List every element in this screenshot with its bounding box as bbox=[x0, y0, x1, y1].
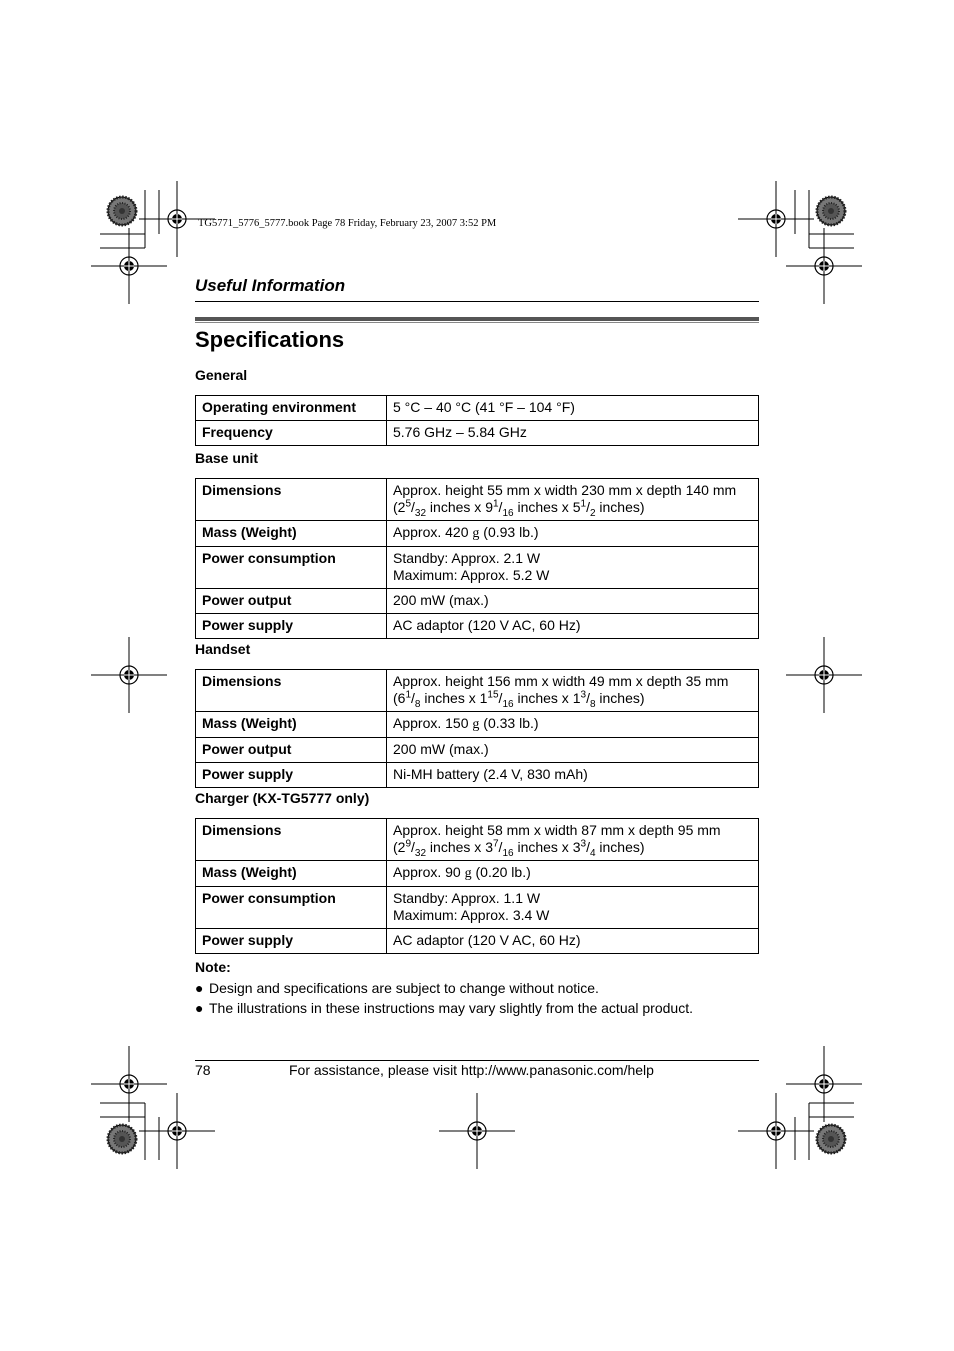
dimensions-imperial bbox=[393, 498, 752, 519]
row-label: Mass (Weight) bbox=[196, 712, 387, 738]
general-heading: General bbox=[195, 367, 248, 383]
row-label: Power consumption bbox=[196, 547, 387, 589]
bullet-icon: ● bbox=[195, 1000, 204, 1016]
table-row bbox=[196, 670, 759, 712]
inches-x: inches x bbox=[513, 839, 573, 855]
dimensions-metric: Approx. height 156 mm x width 49 mm x depth 35 mm bbox=[393, 673, 729, 689]
table-row bbox=[196, 819, 759, 861]
table-row bbox=[196, 521, 759, 547]
standby-power: Standby: Approx. 2.1 W bbox=[393, 550, 541, 566]
title-rule bbox=[195, 317, 759, 321]
note-item bbox=[195, 1000, 693, 1016]
general-table bbox=[195, 395, 759, 446]
footer-help-text: For assistance, please visit http://www.panasonic.com/help bbox=[289, 1062, 654, 1078]
row-label: Power output bbox=[196, 738, 387, 763]
height-den: 16 bbox=[502, 507, 514, 519]
table-row bbox=[196, 589, 759, 614]
note-label: Note: bbox=[195, 959, 231, 975]
height-num: 1 bbox=[492, 498, 499, 510]
row-label: Dimensions bbox=[196, 819, 387, 861]
inches-x: inches x bbox=[426, 499, 486, 515]
table-row bbox=[196, 547, 759, 589]
depth-den: 8 bbox=[589, 698, 596, 710]
header-rule bbox=[195, 301, 759, 302]
row-value bbox=[387, 670, 759, 712]
slash: / bbox=[411, 499, 415, 515]
width-whole: 2 bbox=[397, 499, 406, 515]
footer-rule bbox=[195, 1060, 759, 1061]
table-row bbox=[196, 421, 759, 446]
page-number: 78 bbox=[195, 1062, 211, 1078]
paren-open: ( bbox=[393, 690, 398, 706]
slash: / bbox=[498, 839, 503, 855]
height-den: 16 bbox=[502, 847, 514, 859]
width-num: 1 bbox=[405, 689, 412, 701]
mass-prefix: Approx. 420 bbox=[393, 524, 473, 540]
maximum-power: Maximum: Approx. 3.4 W bbox=[393, 907, 550, 923]
inches-close: inches) bbox=[595, 690, 645, 706]
height-den: 16 bbox=[502, 698, 514, 710]
row-label: Operating environment bbox=[196, 396, 387, 421]
table-row bbox=[196, 929, 759, 954]
row-value bbox=[387, 887, 759, 929]
page-title: Specifications bbox=[195, 327, 345, 352]
depth-num: 3 bbox=[580, 689, 587, 701]
paren-open: ( bbox=[393, 839, 398, 855]
row-label: Frequency bbox=[196, 421, 387, 446]
row-value bbox=[387, 521, 759, 547]
print-info: TG5771_5776_5777.book Page 78 Friday, February 23, 2007 3:52 PM bbox=[198, 218, 497, 229]
slash: / bbox=[498, 499, 503, 515]
note-text: Design and specifications are subject to change without notice. bbox=[209, 980, 599, 996]
dimensions-imperial bbox=[393, 838, 752, 859]
slash: / bbox=[586, 839, 590, 855]
width-den: 32 bbox=[414, 847, 427, 859]
charger-table bbox=[195, 818, 759, 954]
inches-close: inches) bbox=[595, 839, 645, 855]
slash: / bbox=[411, 839, 415, 855]
row-label: Power consumption bbox=[196, 887, 387, 929]
inches-x: inches x bbox=[420, 690, 480, 706]
handset-heading: Handset bbox=[195, 641, 251, 657]
width-num: 5 bbox=[405, 498, 412, 510]
width-whole: 6 bbox=[397, 690, 406, 706]
height-num: 15 bbox=[487, 689, 499, 701]
row-label: Dimensions bbox=[196, 479, 387, 521]
section-header: Useful Information bbox=[195, 276, 346, 295]
table-row bbox=[196, 479, 759, 521]
slash: / bbox=[498, 690, 503, 706]
width-den: 32 bbox=[414, 507, 427, 519]
mass-suffix: (0.93 lb.) bbox=[479, 524, 539, 540]
depth-den: 2 bbox=[589, 507, 596, 519]
depth-num: 3 bbox=[580, 838, 587, 850]
row-value bbox=[387, 547, 759, 589]
table-row bbox=[196, 712, 759, 738]
mass-suffix: (0.33 lb.) bbox=[479, 715, 539, 731]
maximum-power: Maximum: Approx. 5.2 W bbox=[393, 567, 550, 583]
title-rule-thin bbox=[195, 322, 759, 323]
width-whole: 2 bbox=[397, 839, 406, 855]
mass-prefix: Approx. 150 bbox=[393, 715, 473, 731]
depth-den: 4 bbox=[589, 847, 596, 859]
row-value bbox=[387, 479, 759, 521]
table-row bbox=[196, 861, 759, 887]
note-text: The illustrations in these instructions may vary slightly from the actual product. bbox=[209, 1000, 693, 1016]
note-item bbox=[195, 980, 599, 996]
depth-whole: 3 bbox=[572, 839, 581, 855]
base-unit-heading: Base unit bbox=[195, 450, 259, 466]
inches-x: inches x bbox=[513, 690, 573, 706]
row-label: Power supply bbox=[196, 763, 387, 788]
row-label: Mass (Weight) bbox=[196, 521, 387, 547]
row-value: AC adaptor (120 V AC, 60 Hz) bbox=[387, 929, 759, 954]
paren-open: ( bbox=[393, 499, 398, 515]
row-label: Power output bbox=[196, 589, 387, 614]
table-row bbox=[196, 887, 759, 929]
row-value: 5.76 GHz – 5.84 GHz bbox=[387, 421, 759, 446]
inches-x: inches x bbox=[513, 499, 573, 515]
handset-table bbox=[195, 669, 759, 788]
mass-unit: g bbox=[472, 717, 480, 732]
table-row bbox=[196, 763, 759, 788]
row-value bbox=[387, 861, 759, 887]
slash: / bbox=[411, 690, 415, 706]
slash: / bbox=[586, 690, 590, 706]
width-den: 8 bbox=[414, 698, 421, 710]
row-value: Ni-MH battery (2.4 V, 830 mAh) bbox=[387, 763, 759, 788]
row-value: 200 mW (max.) bbox=[387, 738, 759, 763]
standby-power: Standby: Approx. 1.1 W bbox=[393, 890, 541, 906]
row-value: AC adaptor (120 V AC, 60 Hz) bbox=[387, 614, 759, 639]
dimensions-metric: Approx. height 55 mm x width 230 mm x depth 140 mm bbox=[393, 482, 737, 498]
charger-heading: Charger (KX-TG5777 only) bbox=[195, 790, 370, 806]
inches-close: inches) bbox=[595, 499, 645, 515]
row-value bbox=[387, 712, 759, 738]
row-value: 5 °C – 40 °C (41 °F – 104 °F) bbox=[387, 396, 759, 421]
table-row bbox=[196, 396, 759, 421]
table-row bbox=[196, 614, 759, 639]
inches-x: inches x bbox=[426, 839, 486, 855]
row-label: Power supply bbox=[196, 614, 387, 639]
row-label: Mass (Weight) bbox=[196, 861, 387, 887]
mass-unit: g bbox=[464, 866, 472, 881]
row-value bbox=[387, 819, 759, 861]
slash: / bbox=[586, 499, 590, 515]
mass-suffix: (0.20 lb.) bbox=[471, 864, 531, 880]
height-num: 7 bbox=[492, 838, 499, 850]
depth-whole: 5 bbox=[572, 499, 581, 515]
height-whole: 1 bbox=[479, 690, 488, 706]
depth-num: 1 bbox=[580, 498, 587, 510]
base-unit-table bbox=[195, 478, 759, 639]
mass-unit: g bbox=[472, 526, 480, 541]
mass-prefix: Approx. 90 bbox=[393, 864, 465, 880]
table-row bbox=[196, 738, 759, 763]
height-whole: 9 bbox=[485, 499, 493, 515]
row-value: 200 mW (max.) bbox=[387, 589, 759, 614]
dimensions-imperial bbox=[393, 689, 752, 710]
height-whole: 3 bbox=[485, 839, 493, 855]
row-label: Power supply bbox=[196, 929, 387, 954]
dimensions-metric: Approx. height 58 mm x width 87 mm x depth 95 mm bbox=[393, 822, 721, 838]
depth-whole: 1 bbox=[572, 690, 581, 706]
bullet-icon: ● bbox=[195, 980, 204, 996]
width-num: 9 bbox=[405, 838, 412, 850]
row-label: Dimensions bbox=[196, 670, 387, 712]
